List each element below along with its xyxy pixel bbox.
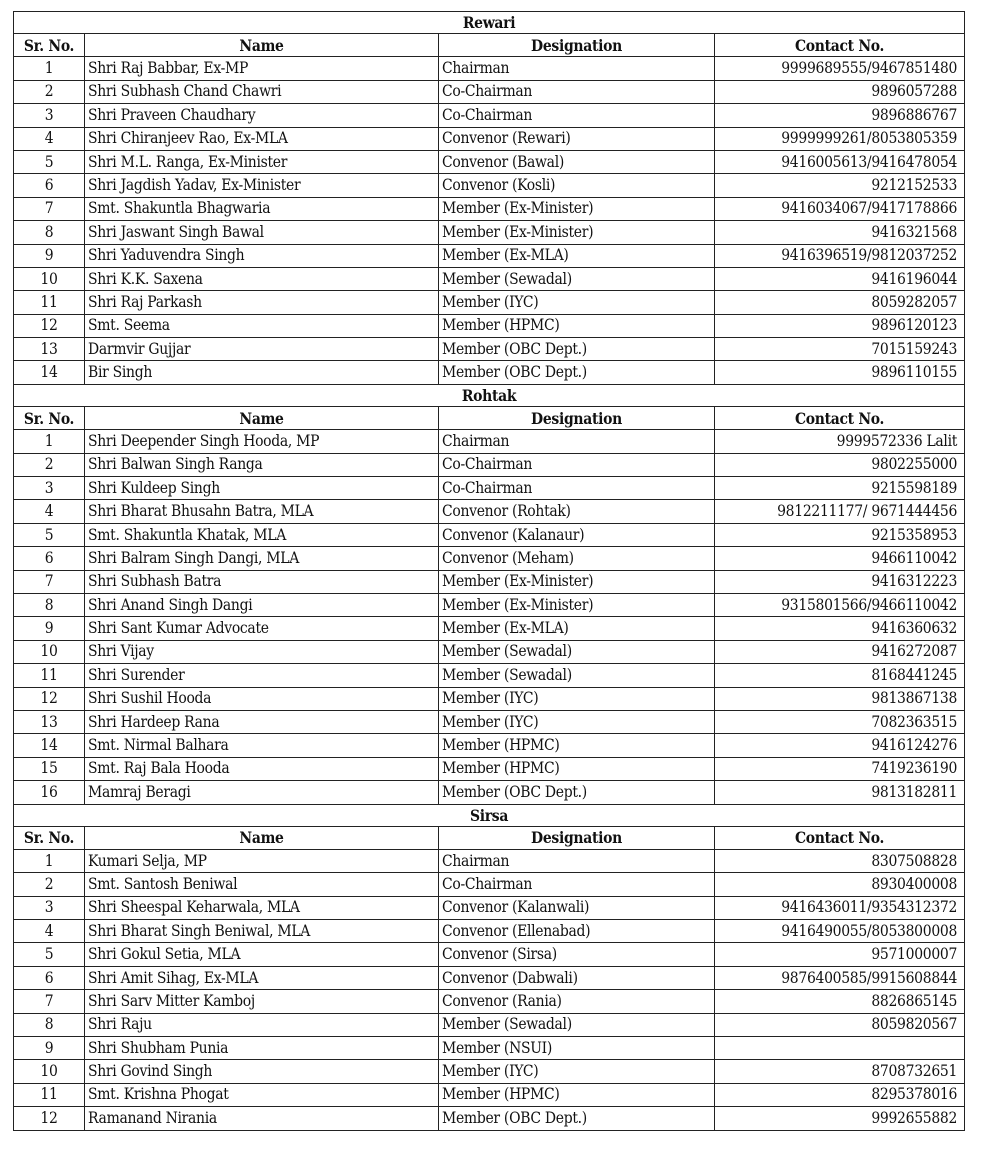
contact-cell: 8168441245 xyxy=(715,664,965,687)
name-cell: Smt. Shakuntla Bhagwaria xyxy=(85,197,439,220)
table-row xyxy=(14,267,965,290)
table-row xyxy=(14,570,965,593)
name-cell: Shri Surender xyxy=(85,664,439,687)
sr-no-cell: 11 xyxy=(14,664,85,687)
designation-cell: Convenor (Rewari) xyxy=(439,127,715,150)
section-title-cell xyxy=(14,12,965,34)
designation-cell: Convenor (Rania) xyxy=(439,990,715,1013)
table-row xyxy=(14,943,965,966)
sr-no-cell: 8 xyxy=(14,1013,85,1036)
sr-no-cell: 9 xyxy=(14,244,85,267)
section-title: Rohtak xyxy=(461,385,517,405)
column-header-designation: Designation xyxy=(439,406,715,429)
sr-no-cell: 12 xyxy=(14,314,85,337)
table-row xyxy=(14,314,965,337)
contact-cell: 9416124276 xyxy=(715,734,965,757)
column-header-row xyxy=(14,406,965,429)
table-row xyxy=(14,127,965,150)
table-row xyxy=(14,687,965,710)
sr-no-cell: 11 xyxy=(14,1083,85,1106)
contact-cell: 9466110042 xyxy=(715,547,965,570)
sr-no-cell: 6 xyxy=(14,174,85,197)
name-cell: Ramanand Nirania xyxy=(85,1107,439,1130)
designation-cell: Member (OBC Dept.) xyxy=(439,781,715,804)
contact-cell: 9416396519/9812037252 xyxy=(715,244,965,267)
sr-no-cell: 2 xyxy=(14,873,85,896)
column-header-contact: Contact No. xyxy=(715,406,965,429)
designation-cell: Member (Ex-Minister) xyxy=(439,221,715,244)
contact-cell: 8930400008 xyxy=(715,873,965,896)
designation-cell: Co-Chairman xyxy=(439,453,715,476)
column-header-row xyxy=(14,34,965,57)
table-row xyxy=(14,150,965,173)
column-header-contact: Contact No. xyxy=(715,34,965,57)
sr-no-cell: 7 xyxy=(14,570,85,593)
name-cell: Darmvir Gujjar xyxy=(85,338,439,361)
sr-no-cell: 13 xyxy=(14,710,85,733)
designation-cell: Member (Ex-Minister) xyxy=(439,197,715,220)
designation-cell: Member (IYC) xyxy=(439,687,715,710)
designation-cell: Member (Ex-MLA) xyxy=(439,244,715,267)
table-row xyxy=(14,593,965,616)
sr-no-cell: 9 xyxy=(14,617,85,640)
sr-no-cell: 3 xyxy=(14,104,85,127)
name-cell: Smt. Nirmal Balhara xyxy=(85,734,439,757)
contact-cell: 9416272087 xyxy=(715,640,965,663)
name-cell: Shri Jagdish Yadav, Ex-Minister xyxy=(85,174,439,197)
name-cell: Shri Shubham Punia xyxy=(85,1037,439,1060)
name-cell: Shri Yaduvendra Singh xyxy=(85,244,439,267)
sr-no-cell: 9 xyxy=(14,1037,85,1060)
section-title-row xyxy=(14,804,965,826)
contact-cell: 9896110155 xyxy=(715,361,965,384)
column-header-sr-no: Sr. No. xyxy=(14,826,85,849)
contact-cell: 9416034067/9417178866 xyxy=(715,197,965,220)
committee-document xyxy=(13,11,964,1131)
contact-cell: 9896120123 xyxy=(715,314,965,337)
name-cell: Shri M.L. Ranga, Ex-Minister xyxy=(85,150,439,173)
table-row xyxy=(14,710,965,733)
contact-cell: 9992655882 xyxy=(715,1107,965,1130)
column-header-name: Name xyxy=(85,406,439,429)
name-cell: Shri Deepender Singh Hooda, MP xyxy=(85,430,439,453)
designation-cell: Member (OBC Dept.) xyxy=(439,338,715,361)
table-row xyxy=(14,477,965,500)
sr-no-cell: 12 xyxy=(14,1107,85,1130)
sr-no-cell: 1 xyxy=(14,430,85,453)
table-row xyxy=(14,174,965,197)
table-row xyxy=(14,1083,965,1106)
name-cell: Shri K.K. Saxena xyxy=(85,267,439,290)
name-cell: Shri Jaswant Singh Bawal xyxy=(85,221,439,244)
name-cell: Smt. Krishna Phogat xyxy=(85,1083,439,1106)
contact-cell: 7082363515 xyxy=(715,710,965,733)
sr-no-cell: 10 xyxy=(14,1060,85,1083)
table-body xyxy=(14,12,965,1131)
name-cell: Smt. Seema xyxy=(85,314,439,337)
designation-cell: Convenor (Rohtak) xyxy=(439,500,715,523)
contact-cell xyxy=(715,1037,965,1060)
table-row xyxy=(14,361,965,384)
section-title-row xyxy=(14,12,965,34)
table-row xyxy=(14,896,965,919)
name-cell: Shri Bharat Bhusahn Batra, MLA xyxy=(85,500,439,523)
sr-no-cell: 8 xyxy=(14,593,85,616)
sr-no-cell: 3 xyxy=(14,477,85,500)
designation-cell: Member (Sewadal) xyxy=(439,640,715,663)
contact-cell: 9416005613/9416478054 xyxy=(715,150,965,173)
contact-cell: 9416196044 xyxy=(715,267,965,290)
designation-cell: Member (Sewadal) xyxy=(439,1013,715,1036)
sr-no-cell: 6 xyxy=(14,547,85,570)
designation-cell: Co-Chairman xyxy=(439,477,715,500)
designation-cell: Member (HPMC) xyxy=(439,757,715,780)
sr-no-cell: 15 xyxy=(14,757,85,780)
designation-cell: Member (IYC) xyxy=(439,710,715,733)
table-row xyxy=(14,57,965,80)
table-row xyxy=(14,338,965,361)
contact-cell: 9416436011/9354312372 xyxy=(715,896,965,919)
table-row xyxy=(14,104,965,127)
designation-cell: Member (Ex-MLA) xyxy=(439,617,715,640)
name-cell: Shri Raj Babbar, Ex-MP xyxy=(85,57,439,80)
sr-no-cell: 2 xyxy=(14,80,85,103)
section-title-cell xyxy=(14,384,965,406)
table-row xyxy=(14,1060,965,1083)
table-row xyxy=(14,453,965,476)
contact-cell: 9999689555/9467851480 xyxy=(715,57,965,80)
section-title: Sirsa xyxy=(469,805,509,825)
table-row xyxy=(14,500,965,523)
table-row xyxy=(14,664,965,687)
table-row xyxy=(14,547,965,570)
contact-cell: 9896886767 xyxy=(715,104,965,127)
sr-no-cell: 10 xyxy=(14,640,85,663)
designation-cell: Member (Ex-Minister) xyxy=(439,570,715,593)
table-row xyxy=(14,244,965,267)
designation-cell: Convenor (Kosli) xyxy=(439,174,715,197)
designation-cell: Member (IYC) xyxy=(439,1060,715,1083)
table-row xyxy=(14,873,965,896)
sr-no-cell: 8 xyxy=(14,221,85,244)
sr-no-cell: 6 xyxy=(14,966,85,989)
name-cell: Shri Sushil Hooda xyxy=(85,687,439,710)
name-cell: Shri Sant Kumar Advocate xyxy=(85,617,439,640)
contact-cell: 9212152533 xyxy=(715,174,965,197)
designation-cell: Member (OBC Dept.) xyxy=(439,1107,715,1130)
designation-cell: Co-Chairman xyxy=(439,104,715,127)
name-cell: Shri Subhash Chand Chawri xyxy=(85,80,439,103)
column-header-sr-no: Sr. No. xyxy=(14,406,85,429)
name-cell: Shri Sheespal Keharwala, MLA xyxy=(85,896,439,919)
contact-cell: 7419236190 xyxy=(715,757,965,780)
table-row xyxy=(14,966,965,989)
table-row xyxy=(14,781,965,804)
contact-cell: 7015159243 xyxy=(715,338,965,361)
column-header-name: Name xyxy=(85,34,439,57)
designation-cell: Member (OBC Dept.) xyxy=(439,361,715,384)
name-cell: Shri Sarv Mitter Kamboj xyxy=(85,990,439,1013)
name-cell: Shri Raju xyxy=(85,1013,439,1036)
contact-cell: 9416321568 xyxy=(715,221,965,244)
contact-cell: 9416360632 xyxy=(715,617,965,640)
table-row xyxy=(14,523,965,546)
table-row xyxy=(14,734,965,757)
designation-cell: Co-Chairman xyxy=(439,80,715,103)
designation-cell: Member (HPMC) xyxy=(439,314,715,337)
designation-cell: Chairman xyxy=(439,849,715,872)
name-cell: Smt. Santosh Beniwal xyxy=(85,873,439,896)
contact-cell: 9896057288 xyxy=(715,80,965,103)
sr-no-cell: 4 xyxy=(14,500,85,523)
name-cell: Shri Raj Parkash xyxy=(85,291,439,314)
table-row xyxy=(14,1013,965,1036)
table-row xyxy=(14,920,965,943)
sr-no-cell: 13 xyxy=(14,338,85,361)
designation-cell: Member (Ex-Minister) xyxy=(439,593,715,616)
designation-cell: Convenor (Meham) xyxy=(439,547,715,570)
name-cell: Shri Kuldeep Singh xyxy=(85,477,439,500)
name-cell: Shri Bharat Singh Beniwal, MLA xyxy=(85,920,439,943)
name-cell: Shri Vijay xyxy=(85,640,439,663)
section-title: Rewari xyxy=(462,13,516,32)
sr-no-cell: 1 xyxy=(14,849,85,872)
designation-cell: Chairman xyxy=(439,430,715,453)
name-cell: Shri Balram Singh Dangi, MLA xyxy=(85,547,439,570)
sr-no-cell: 4 xyxy=(14,920,85,943)
name-cell: Shri Praveen Chaudhary xyxy=(85,104,439,127)
designation-cell: Member (HPMC) xyxy=(439,734,715,757)
designation-cell: Convenor (Kalanwali) xyxy=(439,896,715,919)
contact-cell: 9315801566/9466110042 xyxy=(715,593,965,616)
table-row xyxy=(14,990,965,1013)
designation-cell: Co-Chairman xyxy=(439,873,715,896)
contact-cell: 9215598189 xyxy=(715,477,965,500)
name-cell: Smt. Raj Bala Hooda xyxy=(85,757,439,780)
designation-cell: Member (Sewadal) xyxy=(439,267,715,290)
name-cell: Shri Subhash Batra xyxy=(85,570,439,593)
sr-no-cell: 4 xyxy=(14,127,85,150)
contact-cell: 8307508828 xyxy=(715,849,965,872)
name-cell: Shri Balwan Singh Ranga xyxy=(85,453,439,476)
contact-cell: 9876400585/9915608844 xyxy=(715,966,965,989)
table-row xyxy=(14,757,965,780)
column-header-name: Name xyxy=(85,826,439,849)
sr-no-cell: 7 xyxy=(14,197,85,220)
contact-cell: 9813867138 xyxy=(715,687,965,710)
contact-cell: 8059820567 xyxy=(715,1013,965,1036)
table-row xyxy=(14,617,965,640)
sr-no-cell: 16 xyxy=(14,781,85,804)
contact-cell: 8826865145 xyxy=(715,990,965,1013)
name-cell: Shri Amit Sihag, Ex-MLA xyxy=(85,966,439,989)
table-row xyxy=(14,430,965,453)
contact-cell: 9999572336 Lalit xyxy=(715,430,965,453)
sr-no-cell: 14 xyxy=(14,734,85,757)
sr-no-cell: 11 xyxy=(14,291,85,314)
designation-cell: Convenor (Kalanaur) xyxy=(439,523,715,546)
contact-cell: 9802255000 xyxy=(715,453,965,476)
contact-cell: 8059282057 xyxy=(715,291,965,314)
table-row xyxy=(14,640,965,663)
sr-no-cell: 5 xyxy=(14,150,85,173)
table-row xyxy=(14,291,965,314)
name-cell: Smt. Shakuntla Khatak, MLA xyxy=(85,523,439,546)
name-cell: Bir Singh xyxy=(85,361,439,384)
sr-no-cell: 10 xyxy=(14,267,85,290)
contact-cell: 9215358953 xyxy=(715,523,965,546)
sr-no-cell: 5 xyxy=(14,523,85,546)
name-cell: Shri Chiranjeev Rao, Ex-MLA xyxy=(85,127,439,150)
column-header-contact: Contact No. xyxy=(715,826,965,849)
name-cell: Shri Anand Singh Dangi xyxy=(85,593,439,616)
designation-cell: Convenor (Bawal) xyxy=(439,150,715,173)
table-row xyxy=(14,1037,965,1060)
name-cell: Mamraj Beragi xyxy=(85,781,439,804)
name-cell: Kumari Selja, MP xyxy=(85,849,439,872)
designation-cell: Member (NSUI) xyxy=(439,1037,715,1060)
sr-no-cell: 3 xyxy=(14,896,85,919)
committee-table xyxy=(13,11,965,1131)
contact-cell: 9813182811 xyxy=(715,781,965,804)
column-header-designation: Designation xyxy=(439,34,715,57)
contact-cell: 9416312223 xyxy=(715,570,965,593)
table-row xyxy=(14,221,965,244)
table-row xyxy=(14,1107,965,1130)
table-row xyxy=(14,80,965,103)
sr-no-cell: 12 xyxy=(14,687,85,710)
sr-no-cell: 14 xyxy=(14,361,85,384)
designation-cell: Member (Sewadal) xyxy=(439,664,715,687)
contact-cell: 9571000007 xyxy=(715,943,965,966)
contact-cell: 9812211177/ 9671444456 xyxy=(715,500,965,523)
designation-cell: Member (IYC) xyxy=(439,291,715,314)
table-row xyxy=(14,849,965,872)
sr-no-cell: 5 xyxy=(14,943,85,966)
section-title-cell xyxy=(14,804,965,826)
column-header-sr-no: Sr. No. xyxy=(14,34,85,57)
contact-cell: 8708732651 xyxy=(715,1060,965,1083)
table-row xyxy=(14,197,965,220)
designation-cell: Convenor (Dabwali) xyxy=(439,966,715,989)
name-cell: Shri Gokul Setia, MLA xyxy=(85,943,439,966)
contact-cell: 9416490055/8053800008 xyxy=(715,920,965,943)
column-header-row xyxy=(14,826,965,849)
sr-no-cell: 1 xyxy=(14,57,85,80)
designation-cell: Member (HPMC) xyxy=(439,1083,715,1106)
sr-no-cell: 2 xyxy=(14,453,85,476)
name-cell: Shri Govind Singh xyxy=(85,1060,439,1083)
column-header-designation: Designation xyxy=(439,826,715,849)
designation-cell: Chairman xyxy=(439,57,715,80)
designation-cell: Convenor (Sirsa) xyxy=(439,943,715,966)
name-cell: Shri Hardeep Rana xyxy=(85,710,439,733)
section-title-row xyxy=(14,384,965,406)
designation-cell: Convenor (Ellenabad) xyxy=(439,920,715,943)
sr-no-cell: 7 xyxy=(14,990,85,1013)
contact-cell: 9999999261/8053805359 xyxy=(715,127,965,150)
contact-cell: 8295378016 xyxy=(715,1083,965,1106)
